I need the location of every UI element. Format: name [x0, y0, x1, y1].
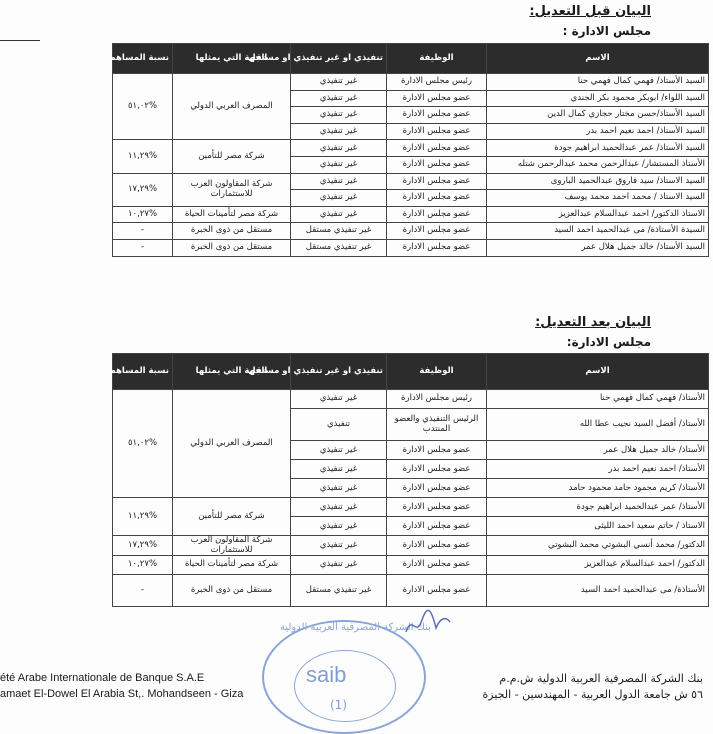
table-row: [113, 498, 709, 517]
member-name: السيد الأستاذ/ فهمي كمال فهمي حنا: [487, 74, 709, 91]
member-position: عضو مجلس الادارة: [387, 156, 487, 173]
member-exec-status: غير تنفيذي مستقل: [291, 223, 387, 240]
member-name: السيد اللواء/ ابوبكر محمود بكر الجندي: [487, 90, 709, 107]
member-name: الأستاذ/ أفضل السيد نجيب عطا الله: [487, 409, 709, 441]
member-exec-status: غير تنفيذي: [291, 107, 387, 124]
ownership-share: %٥١,٠٢: [113, 74, 173, 140]
member-exec-status: غير تنفيذي: [291, 206, 387, 223]
member-position: عضو مجلس الادارة: [387, 555, 487, 574]
represented-entity: شركة مصر للتأمين: [173, 498, 291, 536]
table-header-row: [113, 44, 709, 74]
member-name: الاستاذ الدكتور/ احمد عبدالسلام عبدالعزيز: [487, 206, 709, 223]
member-position: عضو مجلس الادارة: [387, 173, 487, 190]
member-name: الأستاذ/ فهمي كمال فهمي حنا: [487, 390, 709, 409]
member-name: الأستاذ/ خالد جميل هلال عمر: [487, 441, 709, 460]
member-position: عضو مجلس الادارة: [387, 441, 487, 460]
header-name: الاسم: [487, 354, 709, 390]
member-exec-status: غير تنفيذي: [291, 90, 387, 107]
before-heading: البيان قبل التعديل:: [529, 4, 651, 19]
member-exec-status: غير تنفيذي: [291, 536, 387, 556]
member-name: السيد الاستاذ/ سيد فاروق عبدالحميد الباروى: [487, 173, 709, 190]
member-name: السيدة الأستاذة/ مى عبدالحميد احمد السيد: [487, 223, 709, 240]
member-position: عضو مجلس الادارة: [387, 479, 487, 498]
represented-entity: مستقل من ذوى الخبرة: [173, 239, 291, 256]
member-exec-status: غير تنفيذي: [291, 156, 387, 173]
header-exec: تنفيذي او غير تنفيذي او مستقل: [291, 44, 387, 74]
ownership-share: %١٠,٢٧: [113, 206, 173, 223]
member-exec-status: غير تنفيذي: [291, 390, 387, 409]
member-position: عضو مجلس الادارة: [387, 536, 487, 556]
member-position: عضو مجلس الادارة: [387, 107, 487, 124]
member-exec-status: غير تنفيذي: [291, 173, 387, 190]
member-position: عضو مجلس الادارة: [387, 460, 487, 479]
ownership-share: %١١,٢٩: [113, 498, 173, 536]
signature: [402, 610, 452, 640]
member-name: السيد الأستاذ/ احمد نعيم احمد بدر: [487, 123, 709, 140]
saib-logo: saib: [306, 662, 347, 687]
member-exec-status: غير تنفيذي مستقل: [291, 574, 387, 606]
left-rule: [0, 40, 40, 41]
member-position: الرئيس التنفيذي والعضو المنتدب: [387, 409, 487, 441]
ownership-share: %١٧,٢٩: [113, 173, 173, 206]
header-share: نسبة المساهمة: [113, 354, 173, 390]
board-table-after: [105, 353, 709, 607]
before-subheading: مجلس الادارة :: [562, 24, 651, 38]
table-row: [113, 223, 709, 240]
member-name: الاستاذ / حاتم سعيد احمد الليثى: [487, 517, 709, 536]
member-exec-status: غير تنفيذي: [291, 140, 387, 157]
ownership-share: %١١,٢٩: [113, 140, 173, 173]
ownership-share: %٥١,٠٢: [113, 390, 173, 498]
footer-en-line1: été Arabe Internationale de Banque S.A.E: [0, 672, 205, 684]
table-row: [113, 140, 709, 157]
table-row: [113, 173, 709, 190]
member-position: عضو مجلس الادارة: [387, 574, 487, 606]
represented-entity: شركة المقاولون العرب للاستثمارات: [173, 536, 291, 556]
member-position: عضو مجلس الادارة: [387, 140, 487, 157]
represented-entity: شركة مصر للتأمين: [173, 140, 291, 173]
member-name: الأستاذة/ مى عبدالحميد احمد السيد: [487, 574, 709, 606]
represented-entity: مستقل من ذوى الخبرة: [173, 574, 291, 606]
member-name: السيد الأستاذ/حسن مختار حجازي كمال الدين: [487, 107, 709, 124]
member-exec-status: غير تنفيذي: [291, 517, 387, 536]
member-name: الأستاذ/ احمد نعيم احمد بدر: [487, 460, 709, 479]
member-position: عضو مجلس الادارة: [387, 517, 487, 536]
ownership-share: -: [113, 223, 173, 240]
member-exec-status: غير تنفيذي مستقل: [291, 239, 387, 256]
member-position: عضو مجلس الادارة: [387, 239, 487, 256]
member-name: السيد الاستاذ / محمد احمد محمد يوسف: [487, 190, 709, 207]
table-row: [113, 574, 709, 606]
table-row: [113, 390, 709, 409]
member-name: الأستاذ المستشار/ عبدالرحمن محمد عبدالرحمن شتله: [487, 156, 709, 173]
ownership-share: -: [113, 239, 173, 256]
footer-ar-line2: ٥٦ ش جامعة الدول العربية - المهندسين - الجيزة: [482, 688, 703, 701]
after-heading: البيان بعد التعديل:: [535, 315, 651, 330]
member-exec-status: غير تنفيذي: [291, 441, 387, 460]
member-position: عضو مجلس الادارة: [387, 123, 487, 140]
represented-entity: شركة المقاولون العرب للاستثمارات: [173, 173, 291, 206]
member-name: الأستاذ/ كريم محمود حامد محمود حامد: [487, 479, 709, 498]
member-name: السيد الأستاذ/ خالد جميل هلال عمر: [487, 239, 709, 256]
header-share: نسبة المساهمة: [113, 44, 173, 74]
header-entity: الجهة التي يمثلها: [173, 354, 291, 390]
member-exec-status: غير تنفيذي: [291, 498, 387, 517]
after-subheading: مجلس الادارة:: [566, 335, 651, 349]
member-exec-status: غير تنفيذي: [291, 123, 387, 140]
represented-entity: المصرف العربي الدولي: [173, 390, 291, 498]
table-header-row: [113, 354, 709, 390]
member-position: رئيس مجلس الادارة: [387, 74, 487, 91]
header-entity: الجهة التي يمثلها: [173, 44, 291, 74]
table-row: [113, 536, 709, 556]
member-exec-status: غير تنفيذي: [291, 74, 387, 91]
board-table-before: [105, 43, 709, 257]
member-exec-status: غير تنفيذي: [291, 555, 387, 574]
member-position: عضو مجلس الادارة: [387, 206, 487, 223]
table-row: [113, 206, 709, 223]
represented-entity: شركة مصر لتأمينات الحياة: [173, 555, 291, 574]
member-name: الدكتور/ محمد أنسي البشوتي محمد البشوتي: [487, 536, 709, 556]
member-position: عضو مجلس الادارة: [387, 223, 487, 240]
represented-entity: شركة مصر لتأمينات الحياة: [173, 206, 291, 223]
header-position: الوظيفة: [387, 354, 487, 390]
member-name: الدكتور/ احمد عبدالسلام عبدالعزيز: [487, 555, 709, 574]
header-position: الوظيفة: [387, 44, 487, 74]
member-position: عضو مجلس الادارة: [387, 190, 487, 207]
header-name: الاسم: [487, 44, 709, 74]
member-position: عضو مجلس الادارة: [387, 498, 487, 517]
member-name: السيد الأستاذ/ عمر عبدالحميد ابراهيم جودة: [487, 140, 709, 157]
member-exec-status: غير تنفيذي: [291, 479, 387, 498]
member-position: عضو مجلس الادارة: [387, 90, 487, 107]
represented-entity: مستقل من ذوى الخبرة: [173, 223, 291, 240]
table-row: [113, 555, 709, 574]
ownership-share: %١٧,٢٩: [113, 536, 173, 556]
header-exec: تنفيذي او غير تنفيذي او مستقل: [291, 354, 387, 390]
ownership-share: -: [113, 574, 173, 606]
member-position: رئيس مجلس الادارة: [387, 390, 487, 409]
member-exec-status: غير تنفيذي: [291, 460, 387, 479]
footer-en-line2: amaet El-Dowel El Arabia St,. Mohandseen - Giza: [0, 688, 244, 700]
footer-ar-line1: بنك الشركة المصرفية العربية الدولية ش.م.م: [499, 672, 703, 685]
stamp-arc-text: بنك الشركة المصرفية العربية الدولية: [280, 622, 431, 633]
member-exec-status: غير تنفيذي: [291, 190, 387, 207]
member-exec-status: تنفيذي: [291, 409, 387, 441]
table-row: [113, 239, 709, 256]
member-name: الأستاذ/ عمر عبدالحميد ابراهيم جودة: [487, 498, 709, 517]
represented-entity: المصرف العربي الدولي: [173, 74, 291, 140]
table-row: [113, 74, 709, 91]
stamp-number: (1): [330, 698, 347, 712]
ownership-share: %١٠,٢٧: [113, 555, 173, 574]
